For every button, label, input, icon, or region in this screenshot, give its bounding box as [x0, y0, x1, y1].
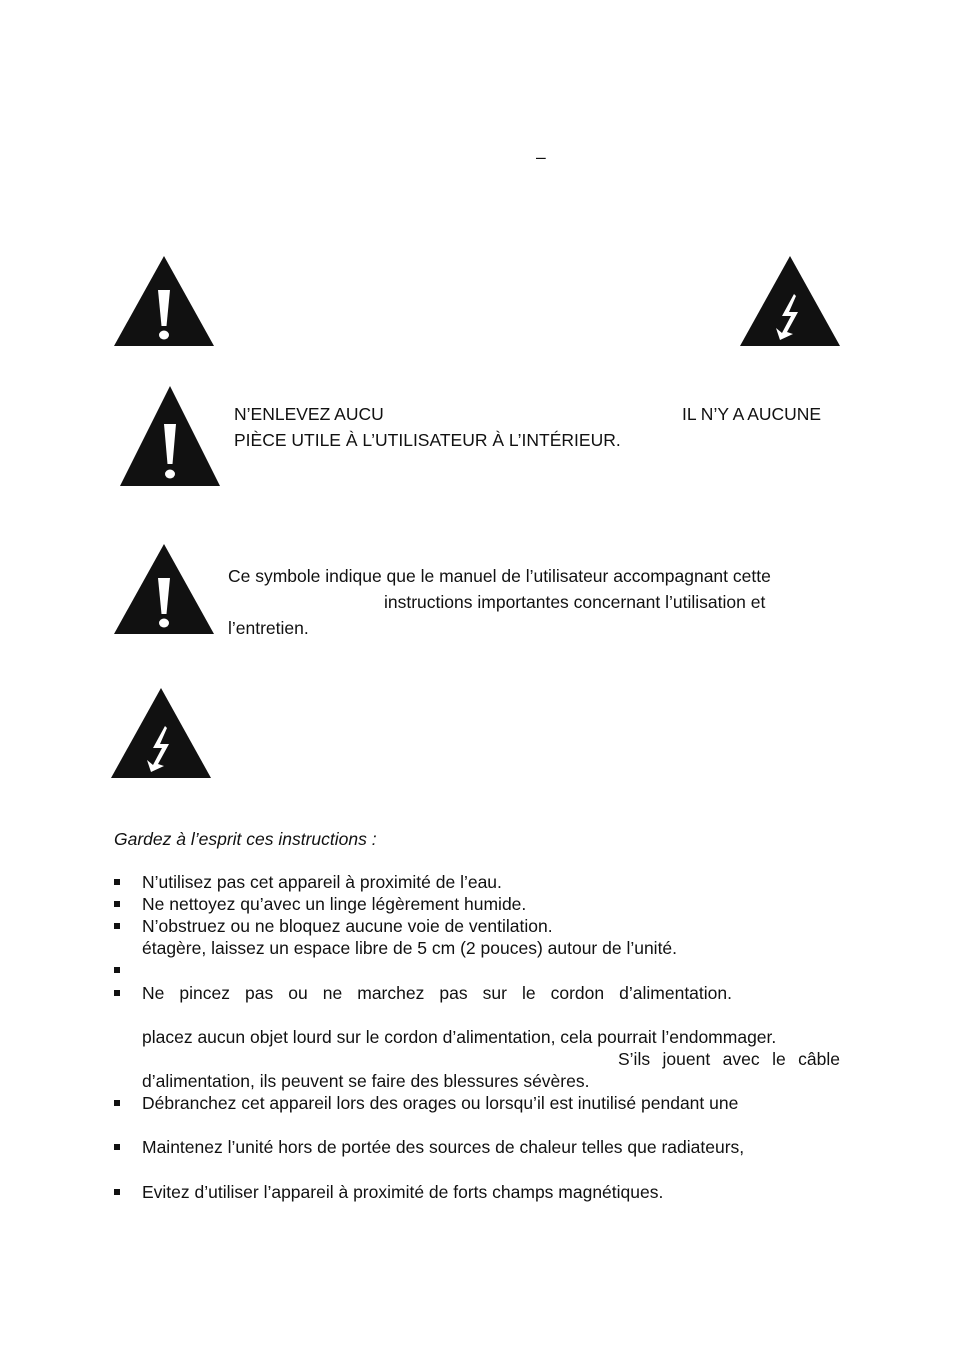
manual-symbol-line1: Ce symbole indique que le manuel de l’utilisateur accompagnant cette: [228, 566, 771, 586]
instruction-item-power-cord-cont3: d’alimentation, ils peuvent se faire des blessures sévères.: [142, 1071, 590, 1091]
exclamation-warning-icon: [118, 384, 222, 488]
instruction-item-water: N’utilisez pas cet appareil à proximité de l’eau.: [142, 872, 502, 892]
manual-symbol-line3: l’entretien.: [228, 618, 309, 638]
cover-warning-line1-right: IL N’Y A AUCUNE: [682, 404, 822, 424]
exclamation-warning-icon: [112, 542, 216, 636]
header-dash: –: [536, 147, 546, 167]
instruction-item-ventilation: N’obstruez ou ne bloquez aucune voie de ventilation.: [142, 916, 553, 936]
instruction-item-power-cord: Ne pincez pas ou ne marchez pas sur le cordon d’alimentation.: [142, 983, 732, 1003]
bullet-marker: [114, 1144, 120, 1150]
exclamation-warning-icon: [112, 254, 216, 348]
instruction-item-heat: Maintenez l’unité hors de portée des sources de chaleur telles que radiateurs,: [142, 1137, 745, 1157]
manual-symbol-line2: instructions importantes concernant l’utilisation et: [384, 592, 766, 612]
bullet-marker: [114, 1100, 120, 1106]
lightning-warning-icon: [738, 254, 842, 348]
instruction-item-power-cord-cont2: S’ils jouent avec le câble: [618, 1049, 840, 1069]
bullet-marker: [114, 1189, 120, 1195]
lightning-warning-icon: [109, 686, 213, 780]
instructions-heading: Gardez à l’esprit ces instructions :: [114, 829, 377, 849]
bullet-marker: [114, 879, 120, 885]
bullet-marker: [114, 901, 120, 907]
bullet-marker: [114, 923, 120, 929]
instruction-item-power-cord-cont1: placez aucun objet lourd sur le cordon d’alimentation, cela pourrait l’endommager.: [142, 1027, 777, 1047]
instruction-item-cleaning: Ne nettoyez qu’avec un linge légèrement humide.: [142, 894, 527, 914]
cover-warning-line1-left: N’ENLEVEZ AUCU: [234, 404, 384, 424]
bullet-marker: [114, 967, 120, 973]
bullet-marker: [114, 990, 120, 996]
cover-warning-line2: PIÈCE UTILE À L’UTILISATEUR À L’INTÉRIEUR.: [234, 430, 621, 450]
instruction-item-ventilation-cont: étagère, laissez un espace libre de 5 cm (2 pouces) autour de l’unité.: [142, 938, 678, 958]
instruction-item-unplug: Débranchez cet appareil lors des orages ou lorsqu’il est inutilisé pendant une: [142, 1093, 739, 1113]
instruction-item-magnetic: Evitez d’utiliser l’appareil à proximité de forts champs magnétiques.: [142, 1182, 664, 1202]
